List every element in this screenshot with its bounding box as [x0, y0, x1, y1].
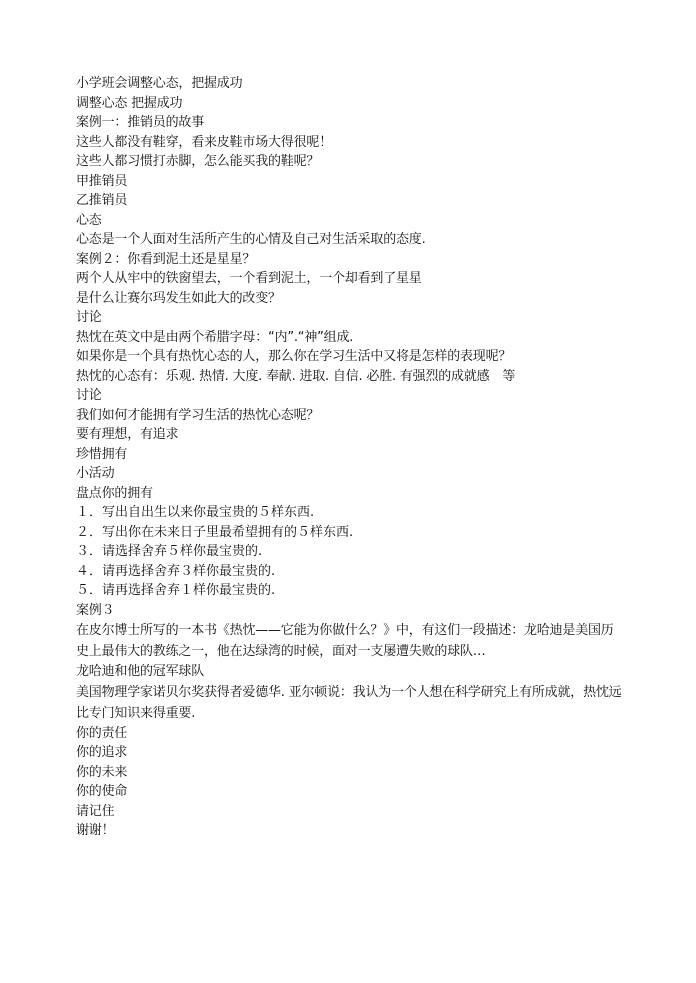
text-line: 龙哈迪和他的冠军球队 — [76, 664, 205, 679]
text-line: 你的使命 — [76, 784, 128, 799]
text-line: 热忱的心态有：乐观. 热情. 大度. 奉献. 进取. 自信. 必胜. 有强烈的成就感 等 — [76, 368, 516, 384]
text-line: 请记住 — [76, 803, 115, 819]
text-line: 是什么让赛尔玛发生如此大的改变？ — [76, 290, 281, 306]
closing-line: 谢谢！ — [76, 823, 115, 838]
list-item: ４．请再选择舍弃３样你最宝贵的. — [76, 563, 276, 579]
text-line: 你的追求 — [76, 745, 128, 760]
section-heading: 讨论 — [76, 310, 102, 325]
section-heading: 心态 — [76, 212, 102, 228]
text-line: 热忱在英文中是由两个希腊字母：“内”.“神”组成. — [76, 329, 354, 345]
text-line: 要有理想，有追求 — [76, 427, 179, 442]
case-heading: 案例３ — [76, 602, 115, 618]
text-line: 甲推销员 — [76, 173, 128, 189]
text-line: 这些人都没有鞋穿，看来皮鞋市场大得很呢！ — [76, 134, 333, 150]
paragraph: 在皮尔博士所写的一本书《热忱——它能为你做什么？》中，有这们一段描述：龙哈迪是美国历史上最伟大的教练之一，他在达绿湾的时候，面对一支屡遭失败的球队… — [76, 623, 614, 659]
case-heading: 案例一：推销员的故事 — [76, 115, 205, 130]
document-title: 小学班会调整心态，把握成功 — [76, 76, 243, 91]
text-line: 你的责任 — [76, 725, 128, 741]
text-line: 珍惜拥有 — [76, 446, 128, 462]
text-line: 心态是一个人面对生活所产生的心情及自己对生活采取的态度. — [76, 232, 426, 247]
text-line: 你的未来 — [76, 764, 128, 780]
document-body — [76, 74, 624, 841]
list-item: ３．请选择舍弃５样你最宝贵的. — [76, 544, 263, 559]
section-heading: 讨论 — [76, 388, 102, 403]
list-item: ２．写出你在未来日子里最希望拥有的５样东西. — [76, 524, 354, 540]
list-item: １．写出自出生以来你最宝贵的５样东西. — [76, 505, 315, 520]
list-item: ５．请再选择舍弃１样你最宝贵的. — [76, 583, 276, 598]
text-line: 两个人从牢中的铁窗望去，一个看到泥土，一个却看到了星星 — [76, 271, 422, 286]
case-heading: 案例２：你看到泥土还是星星？ — [76, 251, 256, 267]
text-line: 这些人都习惯打赤脚，怎么能买我的鞋呢？ — [76, 154, 320, 169]
text-line: 盘点你的拥有 — [76, 485, 153, 501]
text-line: 乙推销员 — [76, 193, 128, 208]
text-line: 我们如何才能拥有学习生活的热忱心态呢？ — [76, 407, 320, 423]
text-line: 如果你是一个具有热忱心态的人，那么你在学习生活中又将是怎样的表现呢？ — [76, 349, 512, 364]
section-heading: 小活动 — [76, 466, 115, 481]
paragraph: 美国物理学家诺贝尔奖获得者爱德华. 亚尔顿说：我认为一个人想在科学研究上有所成就，热忱远比专门知识来得重要. — [76, 684, 622, 721]
slide-title: 调整心态 把握成功 — [76, 95, 183, 111]
